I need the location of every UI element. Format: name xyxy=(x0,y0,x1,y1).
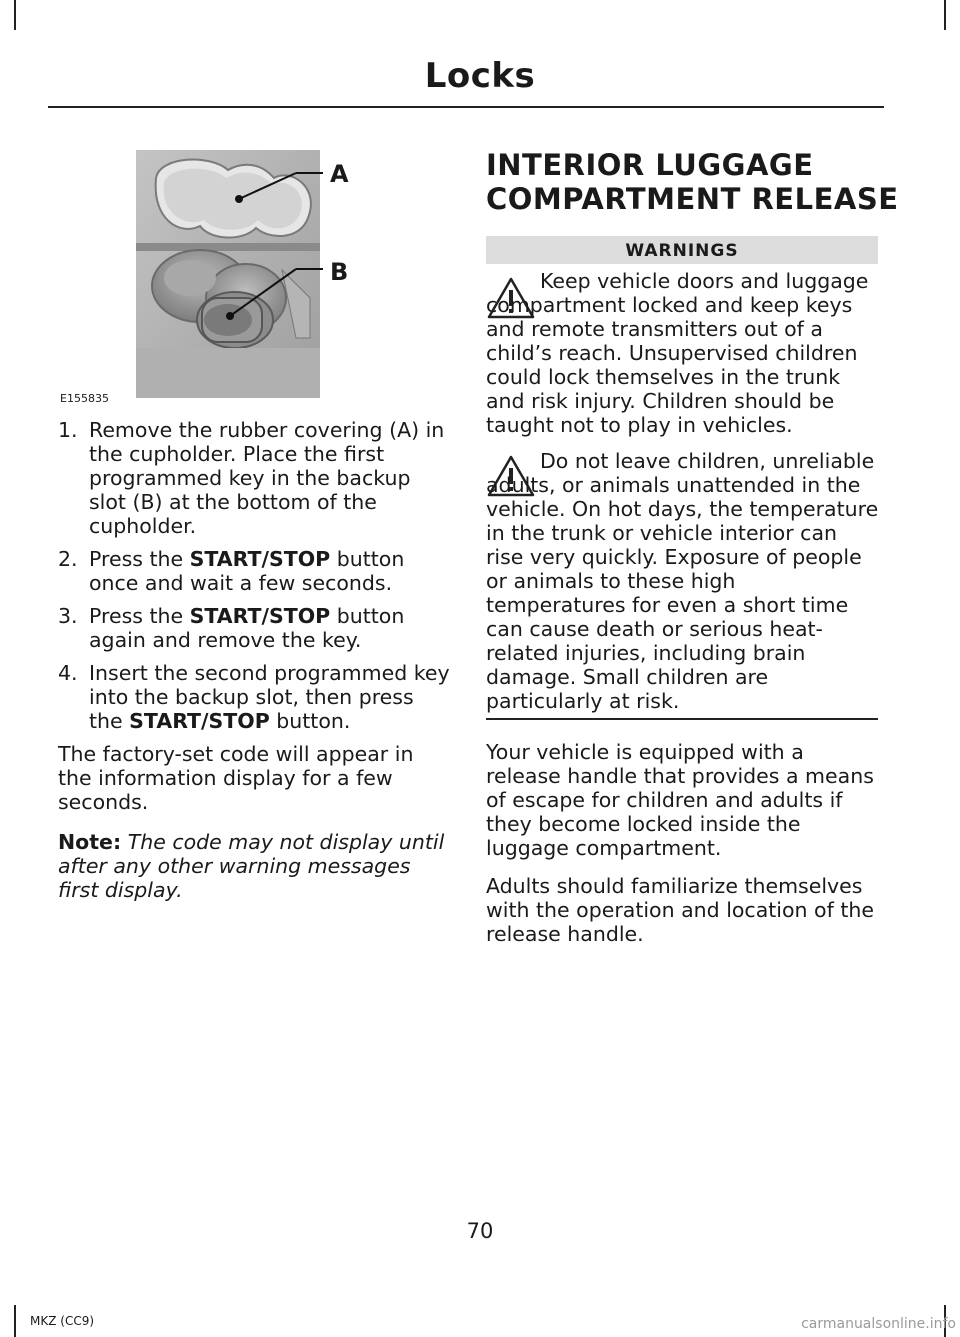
callout-label-a: A xyxy=(330,160,349,188)
footer-model: MKZ (CC9) xyxy=(30,1314,95,1328)
step-text: Remove the rubber covering (A) in the cupholder. Place the first programmed key in the backup slot (B) at the bottom of the cupholder. xyxy=(89,418,445,538)
note-label: Note: xyxy=(58,830,122,854)
callout-label-b: B xyxy=(330,258,349,286)
step-number: 3. xyxy=(58,604,78,628)
cupholder-drawing xyxy=(60,148,440,406)
warnings-heading: WARNINGS xyxy=(486,236,878,264)
step-item xyxy=(58,604,450,652)
step-number: 2. xyxy=(58,547,78,571)
step-text-post: button again and remove the key. xyxy=(89,604,405,652)
crop-mark xyxy=(14,1305,16,1337)
step-text-pre: Press the xyxy=(89,604,190,628)
figure-code: E155835 xyxy=(60,392,109,405)
header-divider xyxy=(48,106,884,108)
warnings-end-divider xyxy=(486,718,878,720)
warning-text: Do not leave children, unreliable adults, or animals unattended in the vehicle. On hot days, the temperature in the trunk or vehicle interior can rise very quickly. Exposure of people or animals to these high temperatures for even a short time can cause death or serious heat-related injuries, including brain damage. Small children are particularly at risk. xyxy=(486,449,879,713)
cupholder-illustration xyxy=(60,148,440,406)
step-text-post: button. xyxy=(269,709,351,733)
step-item xyxy=(58,547,450,595)
factory-code-paragraph: The factory-set code will appear in the information display for a few seconds. xyxy=(58,742,414,814)
page-number: 70 xyxy=(466,1219,494,1243)
button-keyword: START/STOP xyxy=(129,709,270,733)
crop-mark xyxy=(944,0,946,30)
section-title-line: COMPARTMENT RELEASE xyxy=(486,182,899,216)
section-title-line: INTERIOR LUGGAGE xyxy=(486,148,814,182)
button-keyword: START/STOP xyxy=(189,547,331,571)
step-text-pre: Insert the second programmed key into the backup slot, then press the xyxy=(89,661,450,733)
page-header-title: Locks xyxy=(424,56,536,96)
step-item xyxy=(58,418,450,538)
note-paragraph xyxy=(58,830,450,902)
familiarize-paragraph: Adults should familiarize themselves with the operation and location of the release handle. xyxy=(486,874,874,946)
crop-mark xyxy=(14,0,16,30)
section-title xyxy=(486,148,906,216)
button-keyword: START/STOP xyxy=(189,604,331,628)
procedure-steps xyxy=(58,418,450,742)
step-text-post: button once and wait a few seconds. xyxy=(89,547,405,595)
step-number: 1. xyxy=(58,418,78,442)
step-item xyxy=(58,661,450,733)
watermark: carmanualsonline.info xyxy=(801,1316,956,1332)
note-text: The code may not display until after any other warning messages first display. xyxy=(58,830,445,902)
warning-text: Keep vehicle doors and luggage compartment locked and keep keys and remote transmitters out of a child’s reach. Unsupervised children could lock themselves in the trunk and risk injury. Children should be taught not to play in vehicles. xyxy=(486,269,869,437)
step-number: 4. xyxy=(58,661,78,685)
step-text-pre: Press the xyxy=(89,547,190,571)
release-handle-paragraph: Your vehicle is equipped with a release handle that provides a means of escape for children and adults if they become locked inside the luggage compartment. xyxy=(486,740,874,860)
